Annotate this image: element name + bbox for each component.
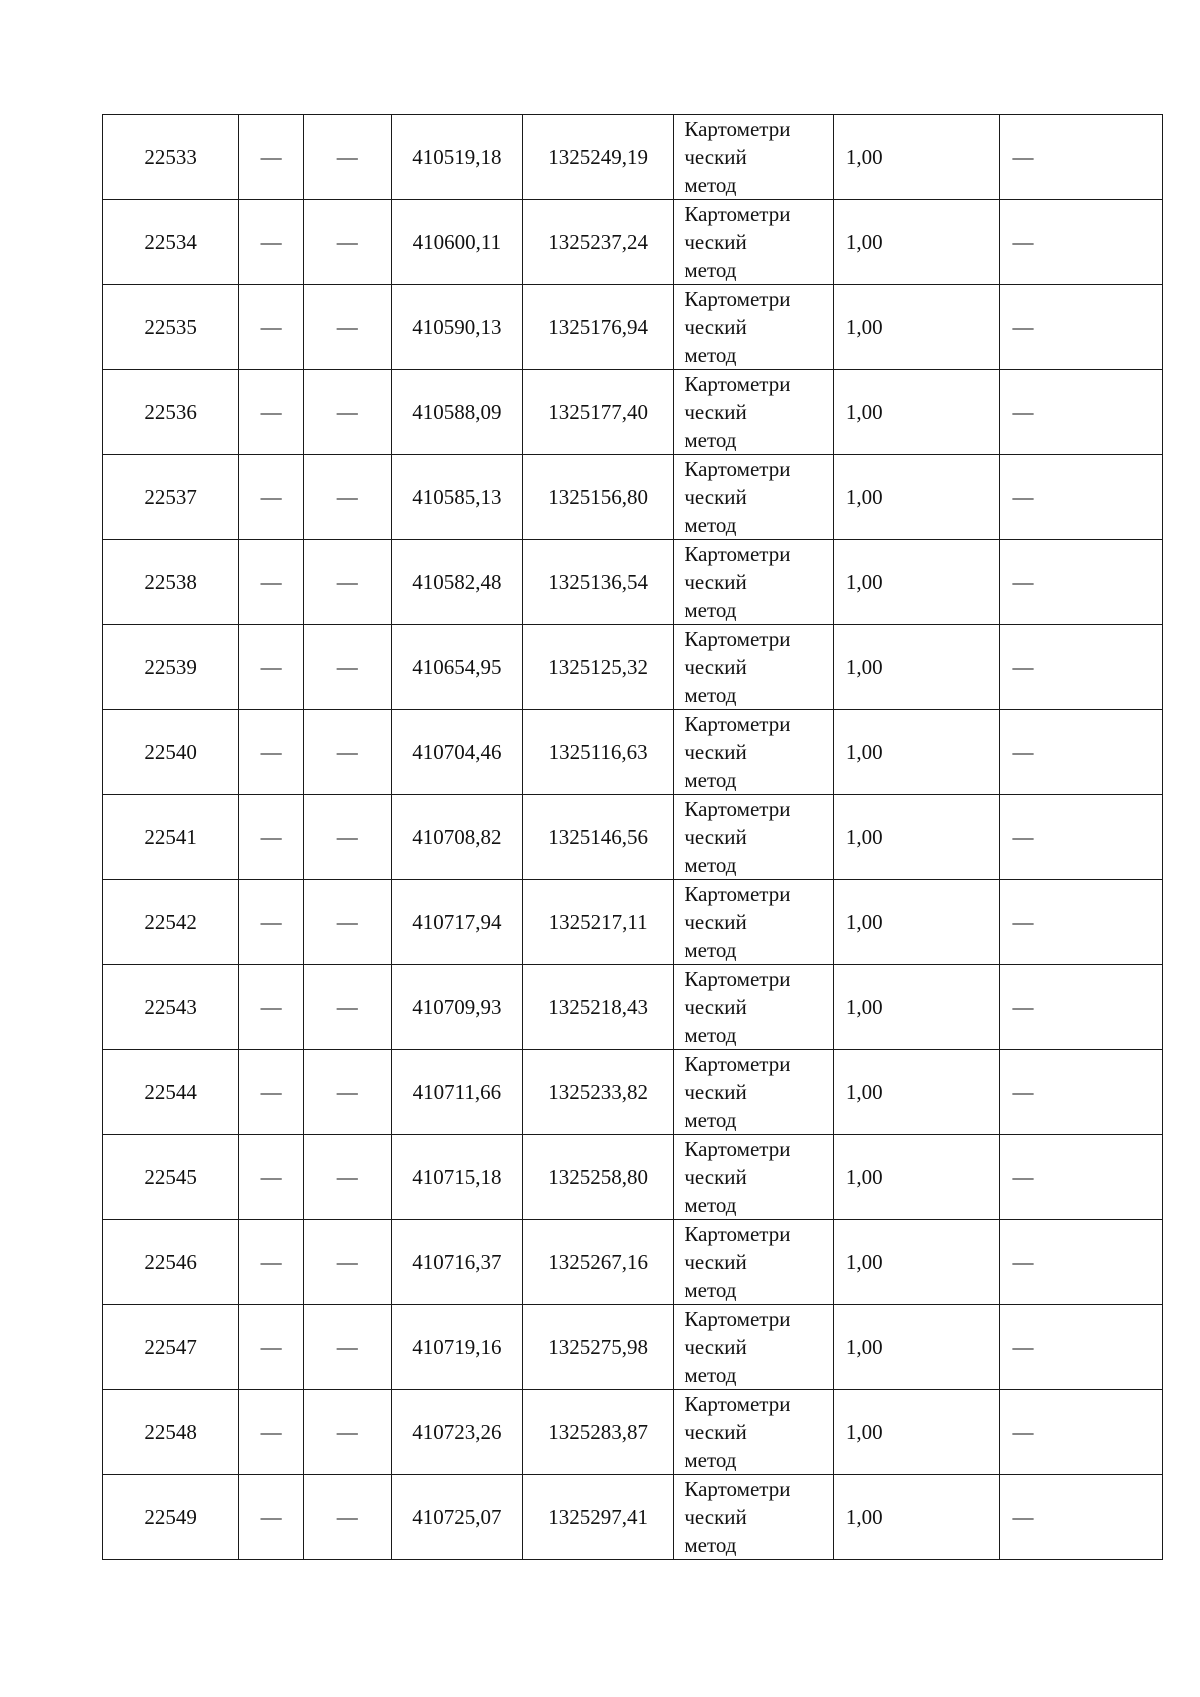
empty-value-cell: — [303, 540, 391, 625]
method-line: ческий [684, 400, 747, 424]
method-line: метод [684, 343, 737, 367]
coordinates-table [102, 114, 1163, 1560]
method-line: Картометри [684, 882, 791, 906]
precision-cell: 1,00 [833, 455, 1000, 540]
precision-cell: 1,00 [833, 370, 1000, 455]
method-line: метод [684, 938, 737, 962]
precision-cell: 1,00 [833, 115, 1000, 200]
x-coordinate-cell: 410709,93 [391, 965, 522, 1050]
table-body [103, 115, 1163, 1560]
precision-cell: 1,00 [833, 200, 1000, 285]
method-line: метод [684, 1108, 737, 1132]
method-line: ческий [684, 230, 747, 254]
y-coordinate-cell: 1325258,80 [522, 1135, 673, 1220]
x-coordinate-cell: 410519,18 [391, 115, 522, 200]
empty-value-cell: — [239, 285, 304, 370]
point-number-cell: 22547 [103, 1305, 239, 1390]
x-coordinate-cell: 410711,66 [391, 1050, 522, 1135]
y-coordinate-cell: 1325136,54 [522, 540, 673, 625]
table-row [103, 1135, 1163, 1220]
empty-value-cell: — [1000, 455, 1163, 540]
empty-value-cell: — [303, 795, 391, 880]
table-row [103, 710, 1163, 795]
x-coordinate-cell: 410590,13 [391, 285, 522, 370]
empty-value-cell: — [303, 625, 391, 710]
method-line: Картометри [684, 1137, 791, 1161]
method-line: ческий [684, 315, 747, 339]
method-cell [674, 115, 834, 200]
precision-cell: 1,00 [833, 795, 1000, 880]
empty-value-cell: — [1000, 200, 1163, 285]
empty-value-cell: — [303, 880, 391, 965]
method-line: метод [684, 853, 737, 877]
empty-value-cell: — [239, 965, 304, 1050]
empty-value-cell: — [239, 200, 304, 285]
point-number-cell: 22538 [103, 540, 239, 625]
x-coordinate-cell: 410715,18 [391, 1135, 522, 1220]
precision-cell: 1,00 [833, 710, 1000, 795]
method-line: метод [684, 173, 737, 197]
empty-value-cell: — [1000, 1305, 1163, 1390]
method-line: метод [684, 513, 737, 537]
x-coordinate-cell: 410717,94 [391, 880, 522, 965]
x-coordinate-cell: 410704,46 [391, 710, 522, 795]
method-line: Картометри [684, 457, 791, 481]
point-number-cell: 22536 [103, 370, 239, 455]
x-coordinate-cell: 410725,07 [391, 1475, 522, 1560]
method-line: метод [684, 768, 737, 792]
empty-value-cell: — [303, 285, 391, 370]
empty-value-cell: — [1000, 710, 1163, 795]
point-number-cell: 22542 [103, 880, 239, 965]
empty-value-cell: — [1000, 1135, 1163, 1220]
method-cell [674, 540, 834, 625]
method-line: Картометри [684, 117, 791, 141]
x-coordinate-cell: 410588,09 [391, 370, 522, 455]
table-row [103, 1305, 1163, 1390]
method-line: Картометри [684, 372, 791, 396]
point-number-cell: 22549 [103, 1475, 239, 1560]
table-row [103, 115, 1163, 200]
method-cell [674, 285, 834, 370]
method-cell [674, 625, 834, 710]
empty-value-cell: — [1000, 370, 1163, 455]
method-line: ческий [684, 485, 747, 509]
empty-value-cell: — [1000, 965, 1163, 1050]
method-line: ческий [684, 570, 747, 594]
method-line: метод [684, 1278, 737, 1302]
precision-cell: 1,00 [833, 285, 1000, 370]
method-cell [674, 710, 834, 795]
method-cell [674, 200, 834, 285]
method-line: ческий [684, 1505, 747, 1529]
method-line: ческий [684, 655, 747, 679]
empty-value-cell: — [1000, 1475, 1163, 1560]
point-number-cell: 22543 [103, 965, 239, 1050]
y-coordinate-cell: 1325156,80 [522, 455, 673, 540]
table-row [103, 200, 1163, 285]
x-coordinate-cell: 410723,26 [391, 1390, 522, 1475]
x-coordinate-cell: 410600,11 [391, 200, 522, 285]
method-cell [674, 1475, 834, 1560]
empty-value-cell: — [1000, 540, 1163, 625]
method-line: метод [684, 598, 737, 622]
method-cell [674, 455, 834, 540]
method-cell [674, 1220, 834, 1305]
empty-value-cell: — [303, 1050, 391, 1135]
precision-cell: 1,00 [833, 1135, 1000, 1220]
empty-value-cell: — [239, 880, 304, 965]
method-line: Картометри [684, 1477, 791, 1501]
method-line: Картометри [684, 797, 791, 821]
point-number-cell: 22534 [103, 200, 239, 285]
method-line: метод [684, 1023, 737, 1047]
method-line: Картометри [684, 1307, 791, 1331]
point-number-cell: 22539 [103, 625, 239, 710]
x-coordinate-cell: 410582,48 [391, 540, 522, 625]
method-line: метод [684, 428, 737, 452]
empty-value-cell: — [303, 115, 391, 200]
empty-value-cell: — [1000, 115, 1163, 200]
method-line: метод [684, 1448, 737, 1472]
method-cell [674, 1390, 834, 1475]
empty-value-cell: — [303, 1305, 391, 1390]
method-line: метод [684, 1193, 737, 1217]
empty-value-cell: — [239, 1220, 304, 1305]
x-coordinate-cell: 410654,95 [391, 625, 522, 710]
method-line: Картометри [684, 202, 791, 226]
empty-value-cell: — [303, 455, 391, 540]
empty-value-cell: — [303, 1390, 391, 1475]
precision-cell: 1,00 [833, 540, 1000, 625]
method-line: ческий [684, 1165, 747, 1189]
method-line: метод [684, 1363, 737, 1387]
y-coordinate-cell: 1325233,82 [522, 1050, 673, 1135]
y-coordinate-cell: 1325177,40 [522, 370, 673, 455]
method-line: Картометри [684, 1392, 791, 1416]
method-line: ческий [684, 1335, 747, 1359]
y-coordinate-cell: 1325267,16 [522, 1220, 673, 1305]
y-coordinate-cell: 1325125,32 [522, 625, 673, 710]
method-line: Картометри [684, 287, 791, 311]
table-row [103, 370, 1163, 455]
empty-value-cell: — [1000, 880, 1163, 965]
method-line: ческий [684, 145, 747, 169]
point-number-cell: 22544 [103, 1050, 239, 1135]
y-coordinate-cell: 1325217,11 [522, 880, 673, 965]
method-cell [674, 1305, 834, 1390]
y-coordinate-cell: 1325176,94 [522, 285, 673, 370]
table-row [103, 285, 1163, 370]
x-coordinate-cell: 410708,82 [391, 795, 522, 880]
empty-value-cell: — [239, 1305, 304, 1390]
point-number-cell: 22533 [103, 115, 239, 200]
method-cell [674, 1050, 834, 1135]
method-line: ческий [684, 825, 747, 849]
y-coordinate-cell: 1325237,24 [522, 200, 673, 285]
x-coordinate-cell: 410716,37 [391, 1220, 522, 1305]
x-coordinate-cell: 410585,13 [391, 455, 522, 540]
y-coordinate-cell: 1325249,19 [522, 115, 673, 200]
empty-value-cell: — [1000, 1050, 1163, 1135]
empty-value-cell: — [303, 1220, 391, 1305]
empty-value-cell: — [239, 795, 304, 880]
precision-cell: 1,00 [833, 1305, 1000, 1390]
method-line: метод [684, 258, 737, 282]
method-line: ческий [684, 740, 747, 764]
point-number-cell: 22548 [103, 1390, 239, 1475]
y-coordinate-cell: 1325218,43 [522, 965, 673, 1050]
empty-value-cell: — [1000, 1220, 1163, 1305]
table-row [103, 1390, 1163, 1475]
point-number-cell: 22545 [103, 1135, 239, 1220]
method-cell [674, 965, 834, 1050]
empty-value-cell: — [303, 710, 391, 795]
empty-value-cell: — [239, 115, 304, 200]
method-line: метод [684, 1533, 737, 1557]
empty-value-cell: — [239, 370, 304, 455]
y-coordinate-cell: 1325283,87 [522, 1390, 673, 1475]
empty-value-cell: — [303, 370, 391, 455]
point-number-cell: 22537 [103, 455, 239, 540]
method-line: Картометри [684, 542, 791, 566]
table-row [103, 1220, 1163, 1305]
empty-value-cell: — [239, 710, 304, 795]
method-cell [674, 880, 834, 965]
method-line: ческий [684, 995, 747, 1019]
method-line: ческий [684, 1080, 747, 1104]
precision-cell: 1,00 [833, 1475, 1000, 1560]
table-row [103, 1475, 1163, 1560]
empty-value-cell: — [1000, 285, 1163, 370]
table-row [103, 625, 1163, 710]
method-line: ческий [684, 910, 747, 934]
table-row [103, 540, 1163, 625]
precision-cell: 1,00 [833, 965, 1000, 1050]
y-coordinate-cell: 1325146,56 [522, 795, 673, 880]
method-line: Картометри [684, 967, 791, 991]
table-row [103, 1050, 1163, 1135]
empty-value-cell: — [1000, 1390, 1163, 1475]
method-line: ческий [684, 1250, 747, 1274]
empty-value-cell: — [1000, 625, 1163, 710]
method-line: Картометри [684, 627, 791, 651]
empty-value-cell: — [239, 1390, 304, 1475]
precision-cell: 1,00 [833, 1220, 1000, 1305]
empty-value-cell: — [303, 1475, 391, 1560]
method-line: Картометри [684, 712, 791, 736]
empty-value-cell: — [239, 1050, 304, 1135]
method-cell [674, 370, 834, 455]
empty-value-cell: — [239, 540, 304, 625]
precision-cell: 1,00 [833, 1050, 1000, 1135]
x-coordinate-cell: 410719,16 [391, 1305, 522, 1390]
table-row [103, 880, 1163, 965]
method-line: Картометри [684, 1222, 791, 1246]
y-coordinate-cell: 1325297,41 [522, 1475, 673, 1560]
empty-value-cell: — [303, 1135, 391, 1220]
precision-cell: 1,00 [833, 625, 1000, 710]
table-row [103, 455, 1163, 540]
method-line: ческий [684, 1420, 747, 1444]
empty-value-cell: — [239, 455, 304, 540]
empty-value-cell: — [239, 1475, 304, 1560]
empty-value-cell: — [239, 625, 304, 710]
y-coordinate-cell: 1325116,63 [522, 710, 673, 795]
point-number-cell: 22535 [103, 285, 239, 370]
empty-value-cell: — [303, 200, 391, 285]
table-row [103, 795, 1163, 880]
table-row [103, 965, 1163, 1050]
point-number-cell: 22540 [103, 710, 239, 795]
precision-cell: 1,00 [833, 880, 1000, 965]
method-line: метод [684, 683, 737, 707]
empty-value-cell: — [239, 1135, 304, 1220]
point-number-cell: 22546 [103, 1220, 239, 1305]
y-coordinate-cell: 1325275,98 [522, 1305, 673, 1390]
empty-value-cell: — [1000, 795, 1163, 880]
method-line: Картометри [684, 1052, 791, 1076]
point-number-cell: 22541 [103, 795, 239, 880]
precision-cell: 1,00 [833, 1390, 1000, 1475]
method-cell [674, 1135, 834, 1220]
empty-value-cell: — [303, 965, 391, 1050]
method-cell [674, 795, 834, 880]
